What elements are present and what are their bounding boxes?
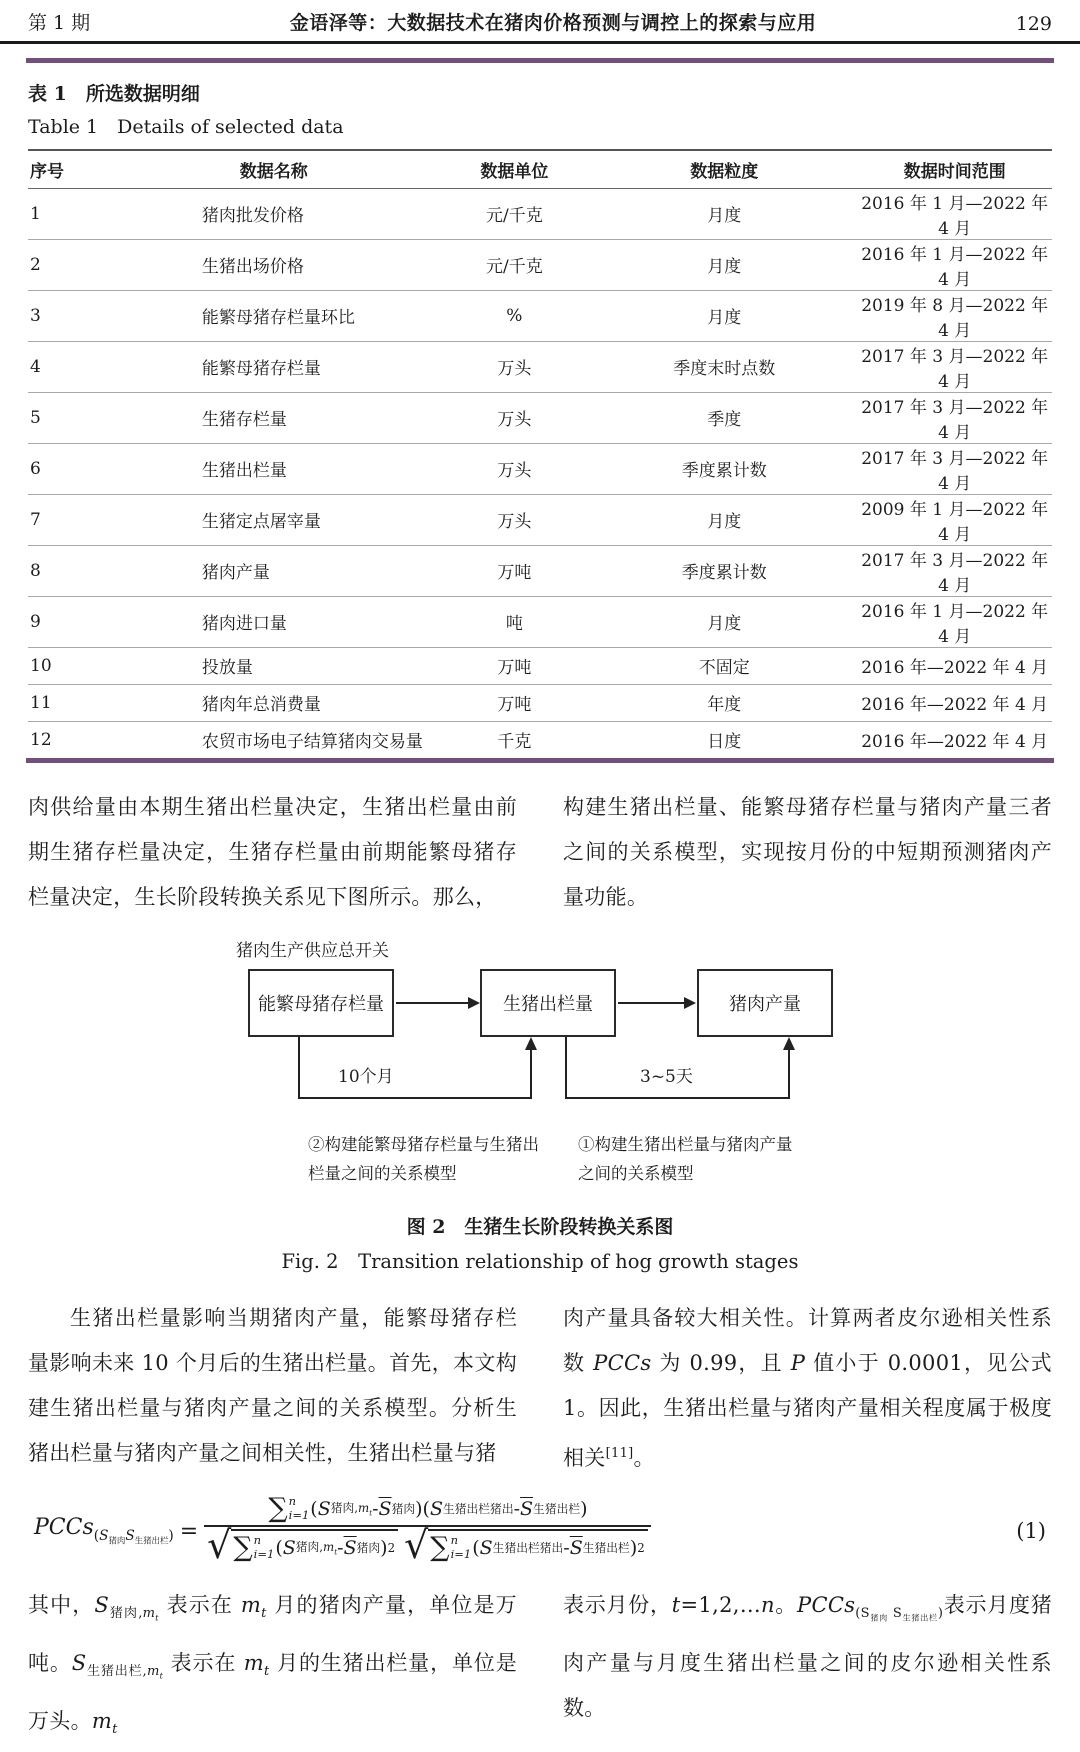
- cell-no: 8: [30, 560, 41, 581]
- note-line: 栏量之间的关系模型: [308, 1164, 457, 1183]
- body-text-block-1: [0, 785, 1080, 920]
- fraction-denominator: √ ∑ n i=1 ( S 猪肉$,m_t$ - $\overline{S}$ 猪肉 ) 2 √ ∑ n i=1 ( S 生猪出栏猪出 - $\overline{S}$ 生猪出栏 ) 2: [204, 1527, 651, 1567]
- loop1-bottom-line: [298, 1097, 532, 1099]
- cell-unit: 万头: [497, 359, 532, 379]
- running-head: [0, 0, 1080, 44]
- loop2-up-line: [788, 1048, 790, 1099]
- table-row: [28, 443, 1052, 494]
- top-purple-rule: [26, 58, 1054, 63]
- loop1-up-line: [530, 1048, 532, 1099]
- equals-sign: =: [179, 1518, 199, 1544]
- cell-name: 猪肉年总消费量: [201, 695, 321, 715]
- body-text-block-3: [0, 1583, 1080, 1752]
- cell-name: 生猪出栏量: [201, 461, 287, 481]
- table-row: [28, 721, 1052, 758]
- right-column: [563, 1296, 1052, 1481]
- note-line: ②构建能繁母猪存栏量与生猪出: [308, 1135, 539, 1154]
- left-column: [28, 1296, 517, 1481]
- table-head: [28, 150, 1052, 188]
- equation-1: [0, 1495, 1080, 1567]
- arrow-right-icon: [468, 997, 480, 1009]
- supply-switch-label: 猪肉生产供应总开关: [236, 941, 389, 961]
- table-row: [28, 341, 1052, 392]
- label-10-months: 10个月: [338, 1067, 394, 1087]
- cell-no: 5: [30, 407, 41, 428]
- cell-range: 2017 年 3 月—2022 年 4 月: [861, 346, 1049, 392]
- col-header-range: 数据时间范围: [903, 161, 1006, 182]
- cell-unit: %: [506, 305, 523, 326]
- table-header-row: [28, 150, 1052, 188]
- left-column: [28, 1583, 517, 1752]
- left-column: [28, 785, 517, 920]
- cell-name: 猪肉产量: [201, 563, 270, 583]
- issue-label: 第 1 期: [28, 12, 91, 34]
- cell-range: 2016 年—2022 年 4 月: [861, 658, 1049, 678]
- paragraph: 表示月份，t=1,2,…n。PCCs$_{(S_{猪肉} S_{生猪出栏})}$表示月度猪肉产量与月度生猪出栏量之间的皮尔逊相关性系数。: [563, 1593, 1053, 1720]
- arrow-line: [618, 1002, 686, 1004]
- table-row: [28, 494, 1052, 545]
- paragraph: 生猪出栏量影响当期猪肉产量，能繁母猪存栏量影响未来 10 个月后的生猪出栏量。首先，本文构建生猪出栏量与猪肉产量之间的关系模型。分析生猪出栏量与猪肉产量之间相关性，生猪出栏量与猪: [28, 1306, 517, 1465]
- note-line: 之间的关系模型: [578, 1164, 694, 1183]
- cell-unit: 吨: [505, 614, 523, 634]
- cell-range: 2016 年 1 月—2022 年 4 月: [861, 601, 1049, 647]
- cell-range: 2017 年 3 月—2022 年 4 月: [861, 397, 1049, 443]
- cell-unit: 万吨: [497, 658, 532, 678]
- cell-unit: 万头: [497, 512, 532, 532]
- cell-no: 11: [30, 692, 52, 713]
- cell-no: 9: [30, 611, 41, 632]
- cell-no: 6: [30, 458, 41, 479]
- table-caption-cn: 表 1 所选数据明细: [28, 83, 200, 105]
- cell-granularity: 月度: [707, 614, 742, 634]
- cell-name: 能繁母猪存栏量环比: [201, 308, 355, 328]
- cell-granularity: 日度: [707, 732, 742, 753]
- table-bottom-purple-rule: [26, 758, 1054, 763]
- cell-name: 生猪定点屠宰量: [201, 512, 321, 532]
- table-row: [28, 545, 1052, 596]
- figure-caption-en: Fig. 2 Transition relationship of hog growth stages: [281, 1250, 799, 1273]
- cell-no: 1: [30, 203, 41, 224]
- cell-name: 生猪出场价格: [201, 257, 304, 277]
- table-row: [28, 290, 1052, 341]
- paragraph: 其中，$S_{猪肉,m_t}$ 表示在 $m_t$ 月的猪肉产量，单位是万吨。$S_{生猪出栏,m_t}$ 表示在 $m_t$ 月的生猪出栏量，单位是万头。$m_t$: [28, 1593, 517, 1737]
- table-row: [28, 188, 1052, 239]
- equation-number: (1): [1016, 1519, 1046, 1543]
- label-3-5-days: 3~5天: [640, 1067, 693, 1087]
- cell-name: 猪肉批发价格: [201, 206, 304, 226]
- cell-granularity: 季度累计数: [681, 563, 767, 583]
- body-text-block-2: [0, 1296, 1080, 1481]
- cell-no: 2: [30, 254, 41, 275]
- cell-range: 2016 年 1 月—2022 年 4 月: [861, 244, 1049, 290]
- box-hog-slaughter: 生猪出栏量: [480, 969, 616, 1037]
- loop2-bottom-line: [565, 1097, 790, 1099]
- cell-name: 农贸市场电子结算猪肉交易量: [201, 732, 423, 753]
- table-row: [28, 647, 1052, 684]
- loop1-down-line: [298, 1037, 300, 1099]
- cell-granularity: 季度末时点数: [673, 359, 776, 379]
- cell-no: 3: [30, 305, 41, 326]
- cell-granularity: 季度累计数: [681, 461, 767, 481]
- cell-range: 2016 年—2022 年 4 月: [861, 732, 1049, 753]
- equation-lhs: PCCs$_{(S_{猪肉}S_{生猪出栏})}$: [34, 1515, 174, 1546]
- cell-range: 2019 年 8 月—2022 年 4 月: [861, 295, 1049, 341]
- cell-granularity: 月度: [707, 512, 742, 532]
- note-model-2: [308, 1130, 558, 1188]
- arrow-up-icon: [525, 1037, 537, 1050]
- cell-unit: 万吨: [497, 563, 532, 583]
- cell-unit: 万吨: [497, 695, 532, 715]
- selected-data-table: [28, 149, 1052, 758]
- cell-unit: 元/千克: [486, 257, 543, 277]
- hog-growth-stage-diagram: [220, 934, 860, 1196]
- cell-granularity: 不固定: [698, 658, 750, 678]
- col-header-granularity: 数据粒度: [690, 161, 759, 182]
- cell-granularity: 季度: [707, 410, 742, 430]
- paragraph: 肉供给量由本期生猪出栏量决定，生猪出栏量由前期生猪存栏量决定，生猪存栏量由前期能繁母猪存栏量决定，生长阶段转换关系见下图所示。那么，: [28, 795, 517, 909]
- cell-unit: 元/千克: [486, 206, 543, 226]
- col-header-name: 数据名称: [239, 161, 308, 182]
- note-line: ①构建生猪出栏量与猪肉产量: [578, 1135, 793, 1154]
- table-row: [28, 392, 1052, 443]
- table-row: [28, 596, 1052, 647]
- arrow-line: [396, 1002, 470, 1004]
- cell-unit: 千克: [497, 732, 532, 753]
- cell-no: 10: [30, 655, 52, 676]
- cell-name: 投放量: [201, 658, 253, 678]
- col-header-no: 序号: [30, 161, 64, 182]
- arrow-up-icon: [783, 1037, 795, 1050]
- cell-range: 2016 年 1 月—2022 年 4 月: [861, 193, 1049, 239]
- cell-name: 能繁母猪存栏量: [201, 359, 321, 379]
- cell-name: 猪肉进口量: [201, 614, 287, 634]
- cell-range: 2009 年 1 月—2022 年 4 月: [861, 499, 1049, 545]
- cell-no: 12: [30, 729, 52, 750]
- cell-granularity: 月度: [707, 257, 742, 277]
- table-row: [28, 239, 1052, 290]
- page-number: 129: [1015, 13, 1052, 35]
- cell-unit: 万头: [497, 461, 532, 481]
- col-header-unit: 数据单位: [480, 161, 549, 182]
- cell-unit: 万头: [497, 410, 532, 430]
- right-column: [563, 1583, 1052, 1752]
- note-model-1: [578, 1130, 828, 1188]
- table-caption-en: Table 1 Details of selected data: [28, 116, 344, 138]
- box-sow-inventory: 能繁母猪存栏量: [248, 969, 394, 1037]
- paragraph: 构建生猪出栏量、能繁母猪存栏量与猪肉产量三者之间的关系模型，实现按月份的中短期预测猪肉产量功能。: [563, 795, 1052, 909]
- cell-name: 生猪存栏量: [201, 410, 287, 430]
- right-column: [563, 785, 1052, 920]
- cell-range: 2017 年 3 月—2022 年 4 月: [861, 448, 1049, 494]
- cell-granularity: 月度: [707, 308, 742, 328]
- loop2-down-line: [565, 1037, 567, 1099]
- cell-range: 2016 年—2022 年 4 月: [861, 695, 1049, 715]
- running-title: 金语泽等：大数据技术在猪肉价格预测与调控上的探索与应用: [289, 12, 817, 34]
- cell-granularity: 月度: [707, 206, 742, 226]
- box-pork-output: 猪肉产量: [697, 969, 833, 1037]
- table-body: [28, 188, 1052, 758]
- paragraph: 肉产量具备较大相关性。计算两者皮尔逊相关性系数 PCCs 为 0.99，且 P 值小于 0.0001，见公式 1。因此，生猪出栏量与猪肉产量相关程度属于极度相关[11]。: [563, 1306, 1052, 1470]
- table-row: [28, 684, 1052, 721]
- cell-no: 7: [30, 509, 41, 530]
- cell-range: 2017 年 3 月—2022 年 4 月: [861, 550, 1049, 596]
- cell-granularity: 年度: [707, 695, 742, 715]
- figure-caption-cn: 图 2 生猪生长阶段转换关系图: [406, 1216, 674, 1238]
- arrow-right-icon: [684, 997, 696, 1009]
- fraction-numerator: ∑ n i=1 ( S 猪肉$,m_t$ - $\overline{S}$ 猪肉 )( S 生猪出栏猪出 - $\overline{S}$ 生猪出栏 ): [204, 1495, 651, 1527]
- cell-no: 4: [30, 356, 41, 377]
- fraction: [204, 1495, 651, 1567]
